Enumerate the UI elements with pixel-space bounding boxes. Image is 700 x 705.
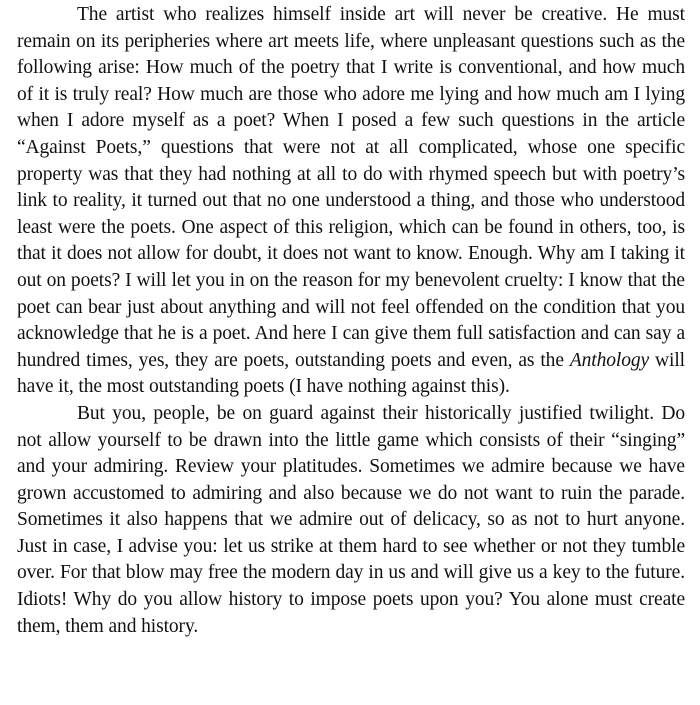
paragraph-2 [17,401,685,640]
anthology-title: Anthology [569,349,650,371]
document-page [17,2,685,640]
paragraph-1 [17,2,685,401]
paragraph-1-text-start: The artist who realizes himself inside art will never be creative. He must remain on its peripheries where art meets life, where unpleasant questions such as the following arise: How much of the poetry that I write is conventional, and how much of it is truly real? How much are those who adore me lying and how much am I lying when I adore myself as a poet? When I posed a few such questions in the article “Against Poets,” questions that were not at all complicated, whose one specific property was that they had nothing at all to do with rhymed speech but with poetry’s link to reality, it turned out that no one understood a thing, and those who understood least were the poets. One aspect of this religion, which can be found in others, too, is that it does not allow for doubt, it does not want to know. Enough. Why am I taking it out on poets? I will let you in on the reason for my benevolent cruelty: I know that the poet can bear just about anything and will not feel offended on the condition that you acknowledge that he is a poet. And here I can give them full satisfaction and can say a hundred times, yes, they are poets, outstanding poets and even, as the [17,4,685,371]
paragraph-1-text-end: will have it, the most outstanding poets (I have nothing against this). [17,349,685,398]
paragraph-2-text: But you, people, be on guard against their historically justified twilight. Do not allow yourself to be drawn into the little game which consists of their “singing” and your admiring. Review your platitudes. Sometimes we admire because we have grown accustomed to admiring and also because we do not want to ruin the parade. Sometimes it also happens that we admire out of delicacy, so as not to hurt anyone. Just in case, I advise you: let us strike at them hard to see whether or not they tumble over. For that blow may free the modern day in us and will give us a key to the future. Idiots! Why do you allow history to impose poets upon you? You alone must create them, them and history. [17,402,685,637]
